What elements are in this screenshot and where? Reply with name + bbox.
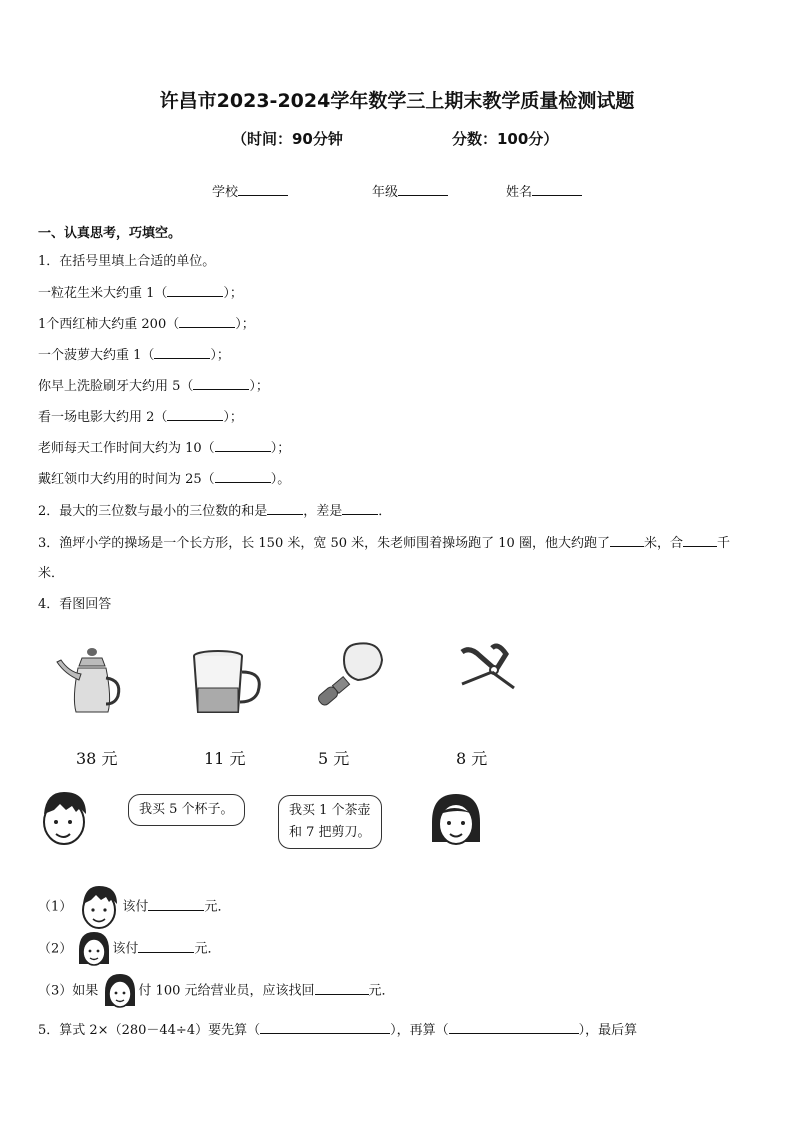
answer-blank[interactable] xyxy=(260,1021,390,1034)
answer-blank[interactable] xyxy=(148,898,204,911)
q5-text: ），最后算 xyxy=(578,1023,638,1038)
answer-blank[interactable] xyxy=(154,346,210,359)
school-field xyxy=(212,181,288,200)
q1-item xyxy=(38,468,290,487)
girl-speech-bubble xyxy=(278,795,382,849)
girl-avatar-small xyxy=(102,972,138,1010)
answer-blank[interactable] xyxy=(193,377,249,390)
answer-blank[interactable] xyxy=(138,940,194,953)
grade-label: 年级 xyxy=(372,185,399,200)
boy-speech-bubble: 我买 5 个杯子。 xyxy=(128,794,245,826)
page-title: 许昌市2023-2024学年数学三上期末教学质量检测试题 xyxy=(159,90,635,112)
trowel-image xyxy=(316,640,386,710)
sub-question-number: （1） xyxy=(38,899,73,915)
q1-item-text: 你早上洗脸刷牙大约用 5（ xyxy=(38,379,194,394)
teapot-price: 38 元 xyxy=(76,749,118,768)
question-4-1 xyxy=(38,884,230,930)
girl-avatar xyxy=(428,792,484,848)
grade-field xyxy=(372,181,448,200)
question-3-cont: 米． xyxy=(38,566,65,581)
q1-item xyxy=(38,406,243,425)
q1-item-text: 看一场电影大约用 2（ xyxy=(38,410,168,425)
school-blank[interactable] xyxy=(238,183,288,196)
q1-item-text: 1个西红柿大约重 200（ xyxy=(38,317,180,332)
name-label: 姓名 xyxy=(506,185,533,200)
q1-item-end: ）； xyxy=(223,410,243,425)
girl-speech-line: 我买 1 个茶壶 xyxy=(289,803,371,818)
q1-item-text: 一粒花生米大约重 1（ xyxy=(38,286,168,301)
q3-text: 米，合 xyxy=(643,536,683,551)
q1-item xyxy=(38,375,269,394)
q1-item-end: ）； xyxy=(249,379,269,394)
section-heading: 一、认真思考，巧填空。 xyxy=(38,226,182,241)
answer-blank[interactable] xyxy=(342,502,378,515)
q4-1-unit: 元． xyxy=(204,899,231,915)
q1-item xyxy=(38,313,255,332)
q4-1-text: 该付 xyxy=(122,899,149,915)
answer-blank[interactable] xyxy=(179,315,235,328)
name-field xyxy=(506,181,582,200)
pliers-image xyxy=(452,640,524,700)
sub-question-number: （2） xyxy=(38,941,73,957)
question-4: 4．看图回答 xyxy=(38,597,112,612)
q1-item-end: ）； xyxy=(270,441,291,456)
trowel-price: 5 元 xyxy=(318,749,350,768)
q1-item xyxy=(38,282,243,301)
question-4-2 xyxy=(38,930,220,968)
q2-text: ． xyxy=(378,504,392,519)
q4-3-text: 付 100 元给营业员，应该找回 xyxy=(138,983,315,999)
q5-text: 5．算式 2×（280－44÷4）要先算（ xyxy=(38,1023,261,1038)
q2-text: ，差是 xyxy=(303,504,343,519)
answer-blank[interactable] xyxy=(449,1021,579,1034)
q1-item-end: ）； xyxy=(210,348,230,363)
answer-blank[interactable] xyxy=(167,284,223,297)
q3-text: 千 xyxy=(716,536,730,551)
teapot-image xyxy=(52,640,130,716)
boy-avatar-small xyxy=(76,884,122,930)
boy-avatar xyxy=(36,790,92,848)
question-4-3 xyxy=(38,972,395,1010)
q5-text: ），再算（ xyxy=(390,1023,449,1038)
question-3 xyxy=(38,532,730,551)
cup-image xyxy=(190,648,266,716)
q1-item-text: 一个菠萝大约重 1（ xyxy=(38,348,155,363)
q1-item-end: ）； xyxy=(235,317,255,332)
school-label: 学校 xyxy=(212,185,239,200)
sub-question-number: （3）如果 xyxy=(38,983,99,999)
exam-time: （时间：90分钟 xyxy=(232,130,343,148)
q4-2-unit: 元． xyxy=(194,941,221,957)
question-1: 1．在括号里填上合适的单位。 xyxy=(38,254,216,269)
q3-text: 3．渔坪小学的操场是一个长方形，长 150 米，宽 50 米，朱老师围着操场跑了 10 圈，他大约跑了 xyxy=(38,536,610,551)
answer-blank[interactable] xyxy=(683,534,717,547)
q4-2-text: 该付 xyxy=(112,941,139,957)
exam-score: 分数：100分） xyxy=(452,130,559,148)
name-blank[interactable] xyxy=(532,183,582,196)
answer-blank[interactable] xyxy=(167,408,223,421)
question-5 xyxy=(38,1019,637,1038)
answer-blank[interactable] xyxy=(215,470,271,483)
answer-blank[interactable] xyxy=(215,439,271,452)
q4-3-unit: 元． xyxy=(368,983,395,999)
pliers-price: 8 元 xyxy=(456,749,488,768)
q1-item xyxy=(38,437,290,456)
q1-item-end: ）。 xyxy=(270,472,291,487)
girl-avatar-small xyxy=(76,930,112,968)
cup-price: 11 元 xyxy=(204,749,246,768)
answer-blank[interactable] xyxy=(315,982,369,995)
answer-blank[interactable] xyxy=(610,534,644,547)
grade-blank[interactable] xyxy=(398,183,448,196)
girl-speech-line: 和 7 把剪刀。 xyxy=(289,825,371,840)
answer-blank[interactable] xyxy=(267,502,303,515)
question-2 xyxy=(38,500,391,519)
q1-item xyxy=(38,344,230,363)
q1-item-text: 老师每天工作时间大约为 10（ xyxy=(38,441,215,456)
q1-item-text: 戴红领巾大约用的时间为 25（ xyxy=(38,472,215,487)
q2-text: 2．最大的三位数与最小的三位数的和是 xyxy=(38,504,268,519)
q1-item-end: ）； xyxy=(223,286,243,301)
